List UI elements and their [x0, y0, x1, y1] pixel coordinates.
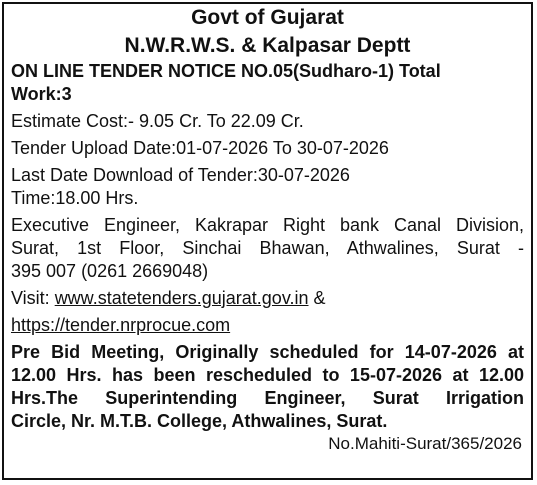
second-link-line [11, 314, 524, 337]
govt-title: Govt of Gujarat [191, 6, 344, 29]
prebid-line-2: 12.00 Hrs. has been rescheduled to 15-07-2026 at 12.00 [11, 365, 524, 385]
address-line-2: Surat, 1st Floor, Sinchai Bhawan, Athwalines, Surat - [11, 238, 524, 258]
address-line-1: Executive Engineer, Kakrapar Right bank Canal Division, [11, 215, 524, 235]
department-title: N.W.R.W.S. & Kalpasar Deptt [124, 34, 411, 57]
estimate-cost: Estimate Cost:- 9.05 Cr. To 22.09 Cr. [11, 111, 304, 131]
prebid-line-1: Pre Bid Meeting, Originally scheduled for 14-07-2026 at [11, 342, 524, 362]
tender-upload-date: Tender Upload Date:01-07-2026 To 30-07-2026 [11, 138, 389, 158]
ampersand: & [308, 288, 326, 308]
download-time: Time:18.00 Hrs. [11, 188, 139, 208]
nrprocure-link[interactable]: https://tender.nrprocue.com [11, 315, 231, 335]
visit-label: Visit: [11, 288, 55, 308]
notice-heading-line-1: ON LINE TENDER NOTICE NO.05(Sudharo-1) Total [11, 61, 441, 81]
tender-notice [2, 2, 533, 480]
address-line-3: 395 007 (0261 2669048) [11, 261, 209, 281]
prebid-line-4: Circle, Nr. M.T.B. College, Athwalines, Surat. [11, 411, 388, 431]
notice-heading-line-2: Work:3 [11, 84, 72, 104]
visit-line [11, 287, 524, 310]
last-download-date: Last Date Download of Tender:30-07-2026 [11, 165, 350, 185]
prebid-line-3: Hrs.The Superintending Engineer, Surat Irrigation [11, 388, 524, 408]
reference-number: No.Mahiti-Surat/365/2026 [328, 434, 522, 453]
state-tenders-link[interactable]: www.statetenders.gujarat.gov.in [54, 288, 309, 308]
